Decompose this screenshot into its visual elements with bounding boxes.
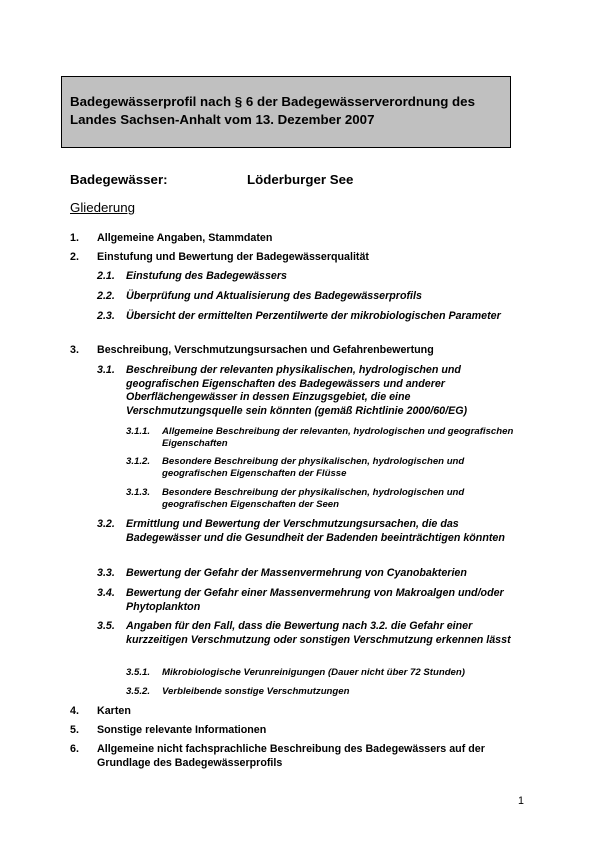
toc-number: 2. xyxy=(70,251,79,263)
toc-text: Einstufung des Badegewässers xyxy=(126,270,287,282)
toc-text: Sonstige relevante Informationen xyxy=(97,724,267,736)
toc-number: 3.2. xyxy=(97,518,115,530)
toc-text: Ermittlung und Bewertung der Verschmutzungsursachen, die das Badegewässer und die Gesundheit der Badenden beeinträchtigen könnten xyxy=(126,518,505,544)
toc-number: 3.1.3. xyxy=(126,487,151,498)
toc-text: Beschreibung, Verschmutzungsursachen und Gefahrenbewertung xyxy=(97,344,434,356)
toc-text: Angaben für den Fall, dass die Bewertung nach 3.2. die Gefahr einer kurzzeitigen Verschmutzung oder sonstigen Verschmutzung erkennen lässt xyxy=(126,620,511,646)
toc-number: 3.5.2. xyxy=(126,686,151,697)
toc-number: 3.5.1. xyxy=(126,667,151,678)
gliederung-heading: Gliederung xyxy=(70,200,136,215)
toc-item-3-5-2 xyxy=(0,686,527,698)
toc-number: 2.3. xyxy=(97,310,115,322)
toc-number: 6. xyxy=(70,743,79,755)
toc-text: Allgemeine Angaben, Stammdaten xyxy=(97,232,273,244)
toc-item-2 xyxy=(0,251,527,265)
toc-item-3-1-1 xyxy=(0,426,527,450)
toc-item-3-2 xyxy=(0,518,522,545)
toc-number: 5. xyxy=(70,724,79,736)
toc-text: Beschreibung der relevanten physikalischen, hydrologischen und geografischen Eigenschaften des Badegewässers und anderer Oberflächengewässer in dessen Einzugsgebiet, die eine Verschmutzungsquelle sein könnten (gemäß Richtlinie 2000/60/EG) xyxy=(126,364,468,417)
toc-text: Überprüfung und Aktualisierung des Badegewässerprofils xyxy=(126,290,422,302)
toc-item-2-3 xyxy=(0,310,522,324)
toc-text: Bewertung der Gefahr der Massenvermehrung von Cyanobakterien xyxy=(126,567,467,579)
title-line-2: Landes Sachsen-Anhalt vom 13. Dezember 2007 xyxy=(70,112,375,127)
toc-text: Bewertung der Gefahr einer Massenvermehrung von Makroalgen und/oder Phytoplankton xyxy=(126,587,504,613)
toc-number: 4. xyxy=(70,705,79,717)
toc-text: Mikrobiologische Verunreinigungen (Dauer nicht über 72 Stunden) xyxy=(162,667,465,678)
toc-item-5 xyxy=(0,724,527,738)
toc-item-2-2 xyxy=(0,290,522,304)
toc-number: 3.4. xyxy=(97,587,115,599)
toc-text: Allgemeine nicht fachsprachliche Beschreibung des Badegewässers auf der Grundlage des Badegewässerprofils xyxy=(97,743,485,769)
toc-item-6 xyxy=(0,743,527,770)
toc-item-3-1-2 xyxy=(0,456,527,480)
title-line-1: Badegewässerprofil nach § 6 der Badegewässerverordnung des xyxy=(70,94,475,109)
document-title-box xyxy=(61,76,511,148)
toc-text: Besondere Beschreibung der physikalischen, hydrologischen und geografischen Eigenschaften der Flüsse xyxy=(162,456,465,479)
toc-number: 3.1. xyxy=(97,364,115,376)
toc-text: Besondere Beschreibung der physikalischen, hydrologischen und geografischen Eigenschaften der Seen xyxy=(162,487,465,510)
toc-number: 3.1.1. xyxy=(126,426,151,437)
toc-item-2-1 xyxy=(0,270,522,284)
toc-number: 3.3. xyxy=(97,567,115,579)
toc-number: 2.2. xyxy=(97,290,115,302)
page-number: 1 xyxy=(518,795,524,807)
toc-number: 1. xyxy=(70,232,79,244)
toc-item-1 xyxy=(0,232,527,246)
toc-item-3-5 xyxy=(0,620,522,647)
toc-number: 3.5. xyxy=(97,620,115,632)
toc-number: 2.1. xyxy=(97,270,115,282)
toc-number: 3. xyxy=(70,344,79,356)
toc-text: Verbleibende sonstige Verschmutzungen xyxy=(162,686,350,697)
toc-text: Übersicht der ermittelten Perzentilwerte der mikrobiologischen Parameter xyxy=(126,310,501,322)
toc-item-3-5-1 xyxy=(0,667,527,679)
badegewaesser-label: Badegewässer: xyxy=(70,172,168,187)
toc-number: 3.1.2. xyxy=(126,456,151,467)
badegewaesser-value: Löderburger See xyxy=(247,172,354,187)
toc-item-3-3 xyxy=(0,567,522,581)
toc-item-4 xyxy=(0,705,527,719)
toc-text: Karten xyxy=(97,705,131,717)
toc-text: Einstufung und Bewertung der Badegewässerqualität xyxy=(97,251,369,263)
toc-item-3-1 xyxy=(0,364,522,418)
toc-text: Allgemeine Beschreibung der relevanten, hydrologischen und geografischen Eigenschaften xyxy=(162,426,514,449)
toc-item-3-4 xyxy=(0,587,522,614)
toc-item-3 xyxy=(0,344,527,358)
toc-item-3-1-3 xyxy=(0,487,527,511)
